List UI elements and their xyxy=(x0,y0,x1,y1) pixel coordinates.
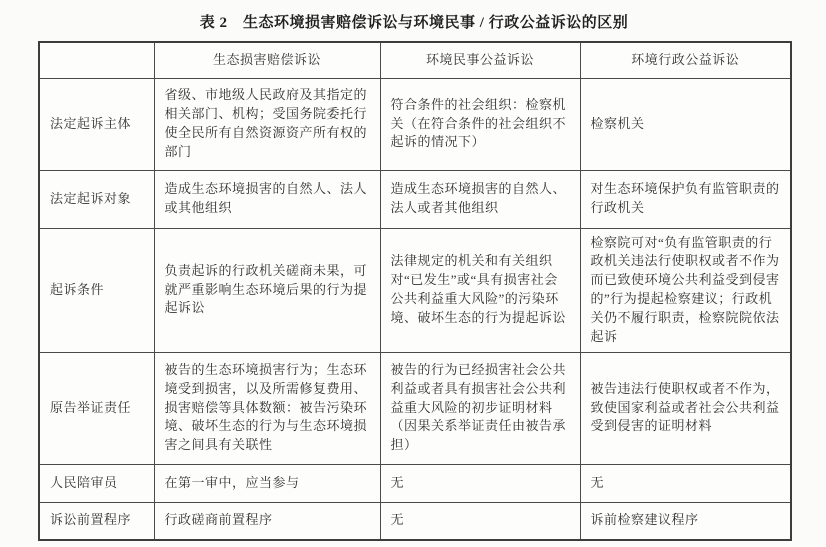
table-cell: 法律规定的机关和有关组织对“已发生”或“具有损害社会公共利益重大风险”的污染环境、破坏生态的行为提起诉讼 xyxy=(380,228,580,352)
table-row xyxy=(39,502,791,540)
table-cell: 造成生态环境损害的自然人、法人或其他组织 xyxy=(154,170,380,228)
table-cell: 无 xyxy=(380,502,580,540)
table-cell: 无 xyxy=(380,464,580,502)
table-cell: 无 xyxy=(580,464,791,502)
row-header-plaintiff-burden-of-proof: 原告举证责任 xyxy=(39,352,154,464)
table-row xyxy=(39,170,791,228)
table-row xyxy=(39,464,791,502)
table-cell: 行政磋商前置程序 xyxy=(154,502,380,540)
table-cell: 诉前检察建议程序 xyxy=(580,502,791,540)
table-cell: 造成生态环境损害的自然人、法人或者其他组织 xyxy=(380,170,580,228)
table-caption: 表 2 生态环境损害赔偿诉讼与环境民事 / 行政公益诉讼的区别 xyxy=(199,15,629,31)
table-cell: 符合条件的社会组织：检察机关（在符合条件的社会组织不起诉的情况下） xyxy=(380,78,580,170)
table-cell: 被告的行为已经损害社会公共利益或者具有损害社会公共利益重大风险的初步证明材料（因果关系举证责任由被告承担） xyxy=(380,352,580,464)
row-header-legal-defendant: 法定起诉对象 xyxy=(39,170,154,228)
column-header-compensation-litigation: 生态损害赔偿诉讼 xyxy=(154,42,380,78)
table-cell: 省级、市地级人民政府及其指定的相关部门、机构；受国务院委托行使全民所有自然资源资产所有权的部门 xyxy=(154,78,380,170)
table-cell: 对生态环境保护负有监管职责的行政机关 xyxy=(580,170,791,228)
row-header-pre-litigation-procedure: 诉讼前置程序 xyxy=(39,502,154,540)
header-row xyxy=(39,42,791,78)
litigation-differences-table xyxy=(38,41,792,541)
column-header-civil-public-interest: 环境民事公益诉讼 xyxy=(380,42,580,78)
table-cell: 检察院可对“负有监管职责的行政机关违法行使职权或者不作为而已致使环境公共利益受到侵害的”行为提起检察建议；行政机关仍不履行职责，检察院院依法起诉 xyxy=(580,228,791,352)
table-cell: 在第一审中，应当参与 xyxy=(154,464,380,502)
table-row xyxy=(39,78,791,170)
corner-cell xyxy=(39,42,154,78)
row-header-peoples-assessors: 人民陪审员 xyxy=(39,464,154,502)
column-header-administrative-public-interest: 环境行政公益诉讼 xyxy=(580,42,791,78)
table-cell: 负责起诉的行政机关磋商未果，可就严重影响生态环境后果的行为提起诉讼 xyxy=(154,228,380,352)
table-cell: 被告的生态环境损害行为；生态环境受到损害，以及所需修复费用、损害赔偿等具体数额：被告污染环境、破坏生态的行为与生态环境损害之间具有关联性 xyxy=(154,352,380,464)
table-row xyxy=(39,228,791,352)
table-cell: 被告违法行使职权或者不作为，致使国家利益或者社会公共利益受到侵害的证明材料 xyxy=(580,352,791,464)
row-header-filing-conditions: 起诉条件 xyxy=(39,228,154,352)
table-row xyxy=(39,352,791,464)
table-cell: 检察机关 xyxy=(580,78,791,170)
row-header-legal-plaintiff: 法定起诉主体 xyxy=(39,78,154,170)
